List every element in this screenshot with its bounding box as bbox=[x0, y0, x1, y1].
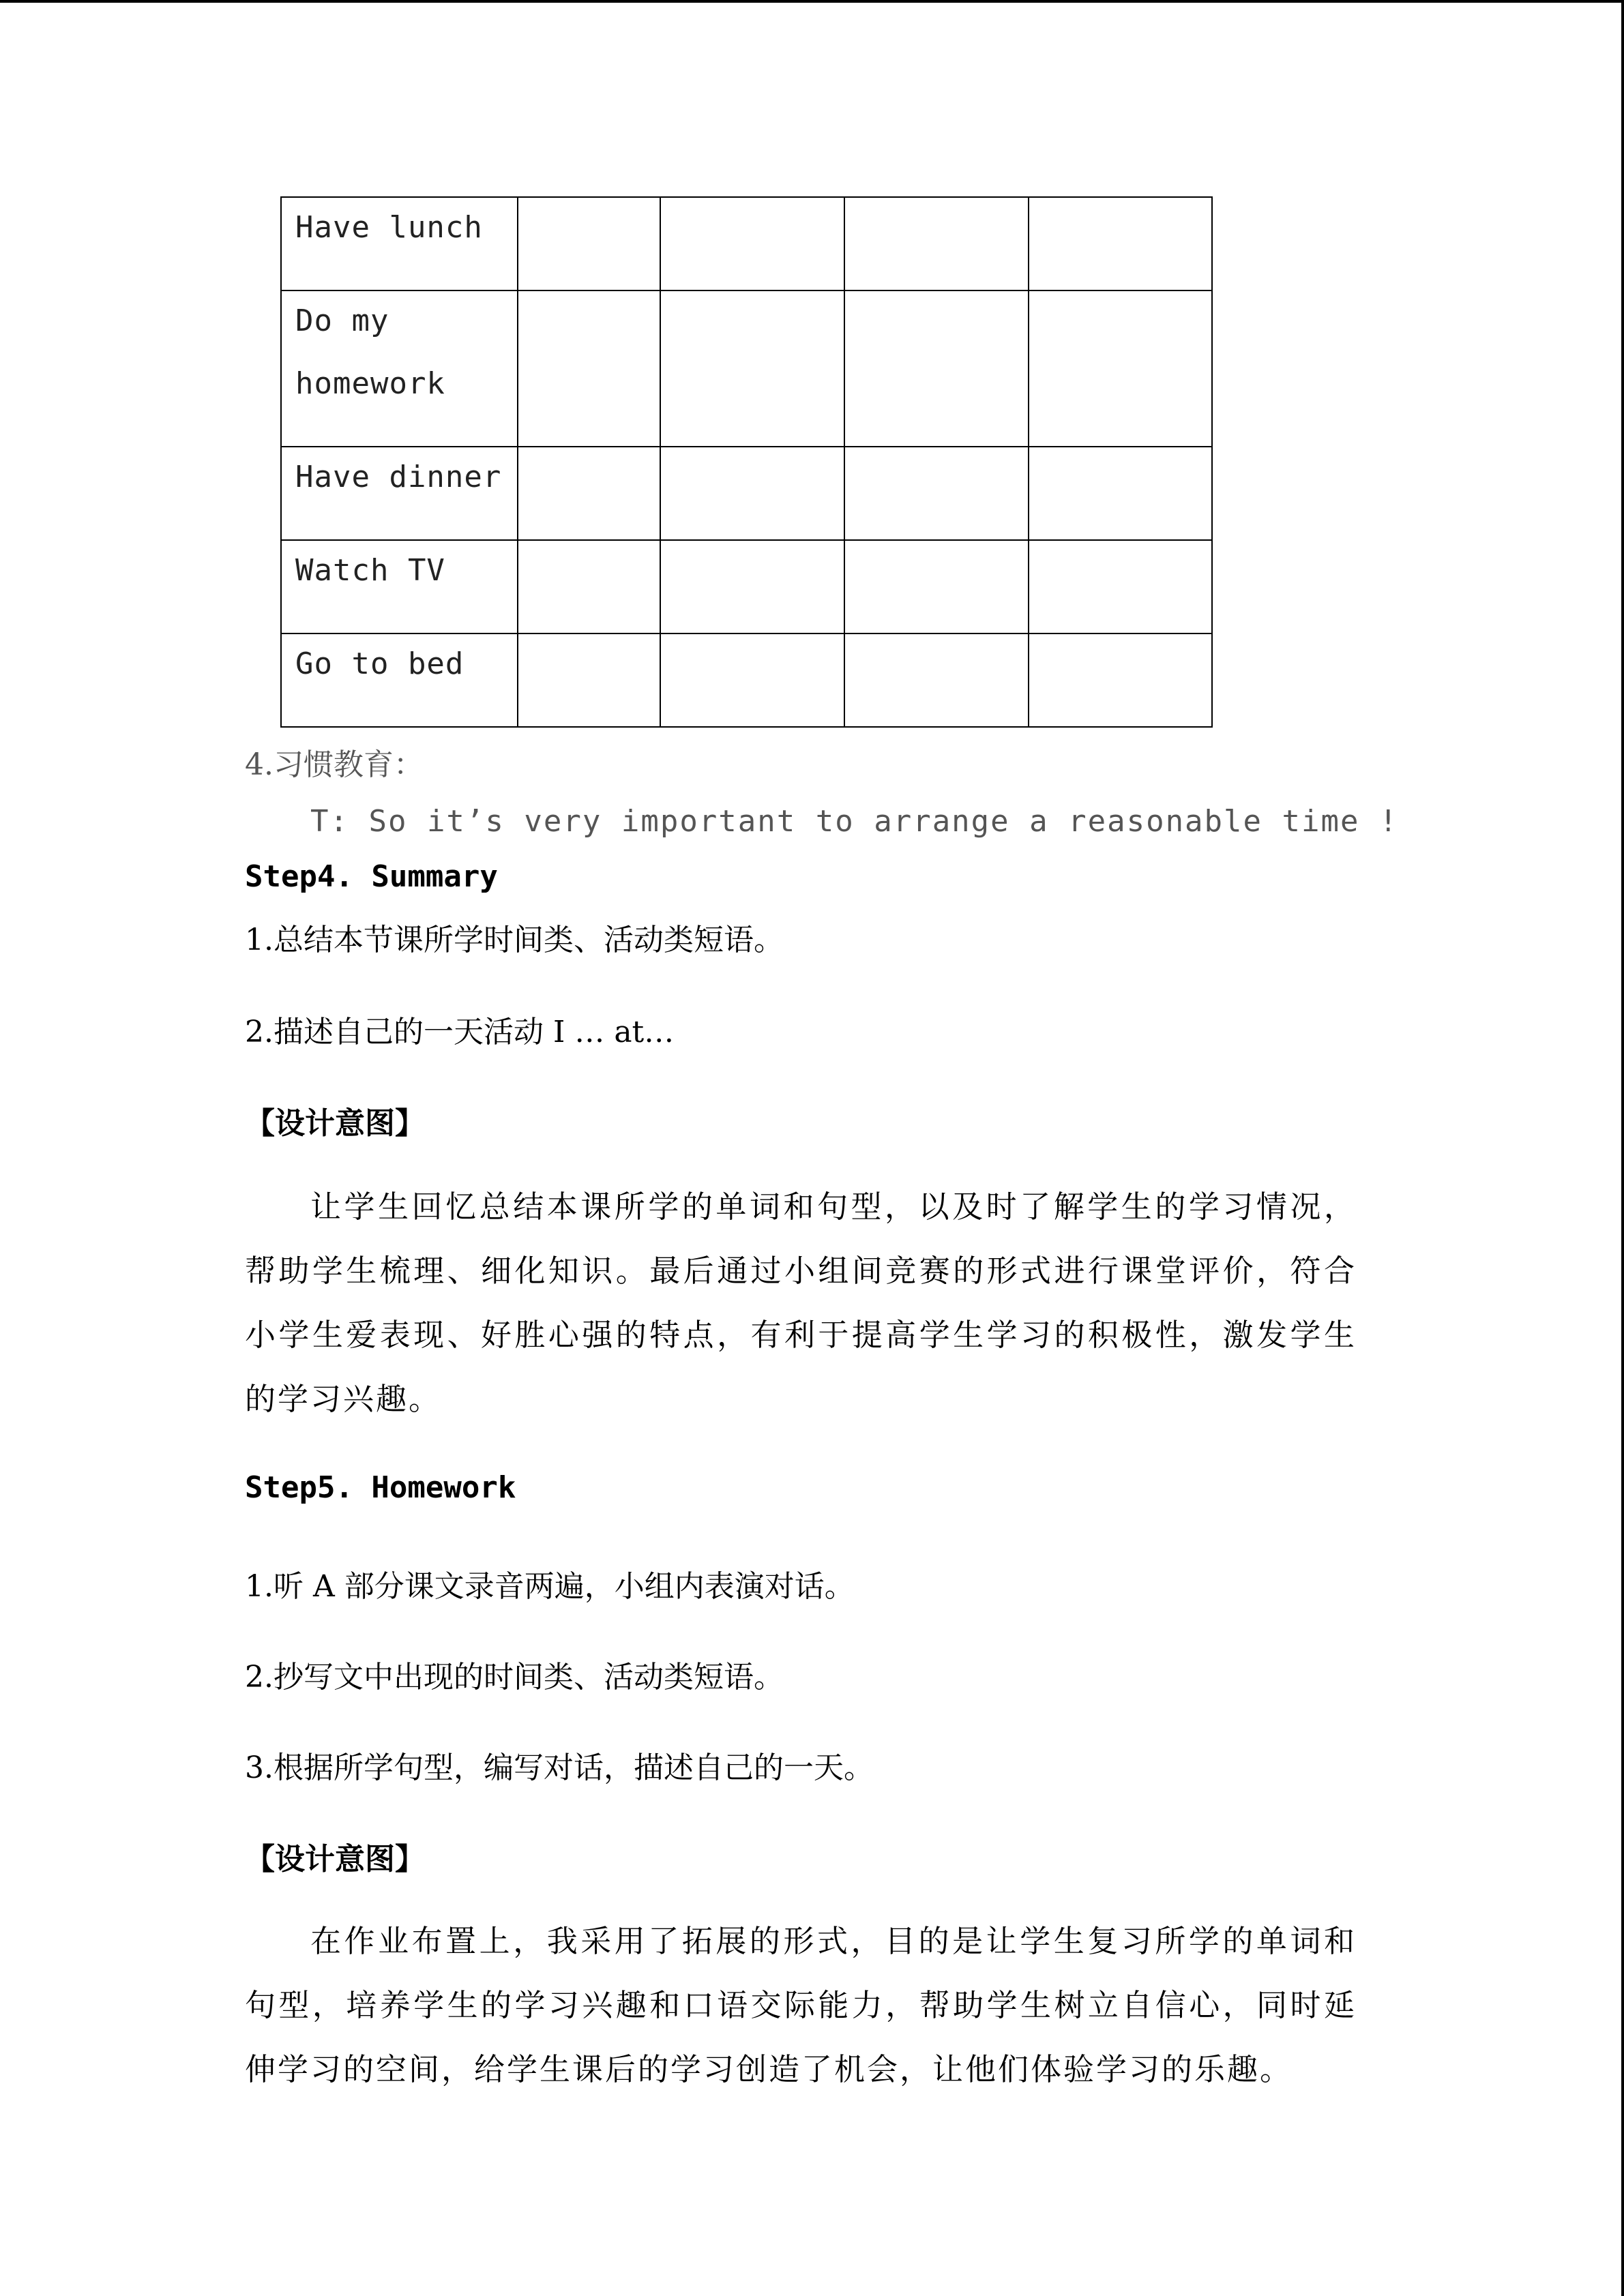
table-cell bbox=[844, 633, 1029, 727]
activity-label-cell: Have lunch bbox=[281, 197, 518, 290]
table-cell bbox=[1029, 540, 1212, 633]
table-cell bbox=[1029, 290, 1212, 447]
page-top-border bbox=[0, 0, 1624, 3]
table-cell bbox=[518, 290, 660, 447]
table-cell bbox=[518, 197, 660, 290]
table-cell bbox=[1029, 197, 1212, 290]
table-cell bbox=[844, 197, 1029, 290]
table-cell bbox=[844, 290, 1029, 447]
step5-item-1: 1.听 A 部分课文录音两遍，小组内表演对话。 bbox=[245, 1569, 855, 1604]
activity-label-cell: Watch TV bbox=[281, 540, 518, 633]
step4-item-2: 2.描述自己的一天活动 I … at… bbox=[245, 1015, 675, 1049]
table-cell bbox=[660, 540, 844, 633]
table-cell bbox=[660, 447, 844, 540]
table-cell bbox=[1029, 633, 1212, 727]
page-right-border bbox=[1621, 0, 1624, 2296]
table-cell bbox=[660, 290, 844, 447]
step5-design-paragraph: 在作业布置上，我采用了拓展的形式，目的是让学生复习所学的单词和句型，培养学生的学习兴趣和口语交际能力，帮助学生树立自信心，同时延伸学习的空间，给学生课后的学习创造了机会，让他们体验学习的乐趣。 bbox=[245, 1923, 1357, 2087]
step5-title: Step5. Homework bbox=[245, 1470, 516, 1505]
table-row bbox=[281, 197, 1212, 290]
step5-design-label: 【设计意图】 bbox=[245, 1842, 425, 1877]
activity-label-cell: Do my homework bbox=[281, 290, 518, 447]
table-row bbox=[281, 290, 1212, 447]
table-row bbox=[281, 633, 1212, 727]
table-cell bbox=[518, 447, 660, 540]
habit-education-heading: 4.习惯教育： bbox=[245, 747, 424, 782]
activity-label-cell: Go to bed bbox=[281, 633, 518, 727]
step5-item-3: 3.根据所学句型，编写对话，描述自己的一天。 bbox=[245, 1750, 874, 1785]
table-row bbox=[281, 447, 1212, 540]
table-cell bbox=[1029, 447, 1212, 540]
table-row bbox=[281, 540, 1212, 633]
teacher-quote: T: So it’s very important to arrange a reasonable time ! bbox=[310, 804, 1399, 839]
step4-item-1: 1.总结本节课所学时间类、活动类短语。 bbox=[245, 923, 784, 957]
table-cell bbox=[844, 540, 1029, 633]
table-cell bbox=[518, 633, 660, 727]
step4-design-label: 【设计意图】 bbox=[245, 1106, 425, 1141]
step5-item-2: 2.抄写文中出现的时间类、活动类短语。 bbox=[245, 1660, 784, 1695]
activity-schedule-table bbox=[280, 196, 1213, 728]
table-cell bbox=[844, 447, 1029, 540]
step4-design-paragraph: 让学生回忆总结本课所学的单词和句型，以及时了解学生的学习情况，帮助学生梳理、细化知识。最后通过小组间竞赛的形式进行课堂评价，符合小学生爱表现、好胜心强的特点，有利于提高学生学习的积极性，激发学生的学习兴趣。 bbox=[245, 1189, 1357, 1417]
step4-title: Step4. Summary bbox=[245, 859, 498, 894]
activity-label-cell: Have dinner bbox=[281, 447, 518, 540]
table-cell bbox=[660, 633, 844, 727]
table-cell bbox=[518, 540, 660, 633]
table-cell bbox=[660, 197, 844, 290]
